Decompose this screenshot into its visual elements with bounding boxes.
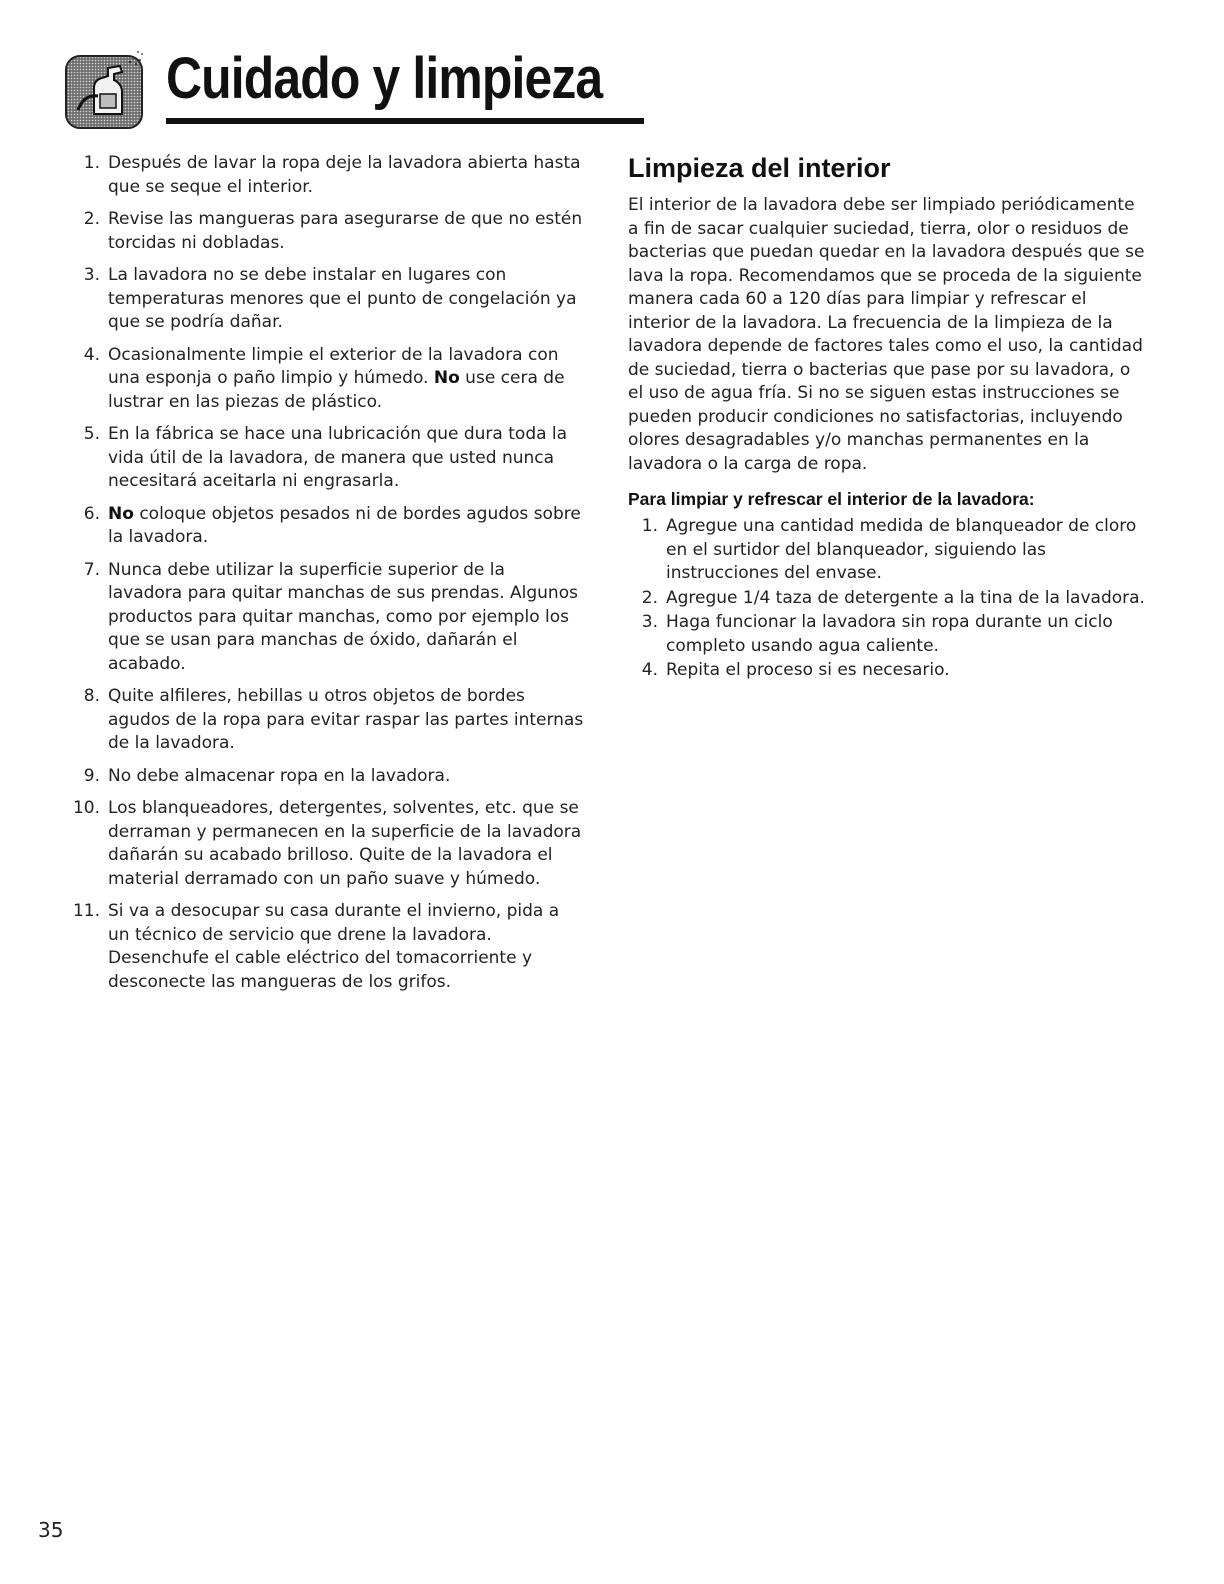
item-number: 11. — [72, 901, 100, 921]
item-number: 8. — [83, 686, 100, 706]
care-tips-column — [68, 152, 584, 1003]
item-number: 2. — [83, 209, 100, 229]
item-text: Quite alfileres, hebillas u otros objetos de bordes agudos de la ropa para evitar raspar las partes internas de la lavadora. — [108, 686, 584, 753]
item-text: coloque objetos pesados ni de bordes agudos sobre la lavadora. — [108, 503, 581, 547]
emphasis-text: No — [433, 368, 460, 388]
item-number: 4. — [83, 344, 100, 365]
list-item — [68, 344, 584, 415]
item-text: Ocasionalmente limpie el exterior de la lavadora con una esponja o paño limpio y húmedo. — [108, 344, 559, 388]
page-title: Cuidado y limpieza — [166, 46, 603, 111]
step-text: Agregue 1/4 taza de detergente a la tina de la lavadora. — [666, 587, 1145, 608]
intro-paragraph: El interior de la lavadora debe ser limpiado periódicamente a fin de sacar cualquier suciedad, tierra, olor o residuos de bacterias que puedan quedar en la lavadora después que se lava la ropa. Recomendamos que se proceda de la siguiente manera cada 60 a 120 días para limpiar y refrescar el interior de la lavadora. La frecuencia de la limpieza de la lavadora depende de factores tales como el uso, la cantidad de suciedad, tierra o bacterias que pase por su lavadora, o el uso de agua fría. Si no se siguen estas instrucciones se pueden producir condiciones no satisfactorias, incluyendo olores desagradables y/o manchas permanentes en la lavadora o la carga de ropa. — [628, 195, 1145, 474]
list-item — [68, 503, 584, 550]
list-item — [68, 559, 584, 677]
item-number: 1. — [83, 153, 100, 173]
cleaning-steps-list — [628, 515, 1148, 683]
item-number: 9. — [83, 765, 100, 786]
step-text: Repita el proceso si es necesario. — [666, 660, 950, 680]
list-item — [68, 685, 584, 756]
care-tips-list — [68, 152, 584, 994]
list-item — [68, 765, 584, 789]
item-text: La lavadora no se debe instalar en lugares con temperaturas menores que el punto de congelación ya que se podría dañar. — [108, 265, 577, 332]
procedure-subheading: Para limpiar y refrescar el interior de la lavadora: — [628, 489, 1035, 509]
item-number: 3. — [83, 265, 100, 285]
item-number: 5. — [83, 424, 100, 444]
item-text: use cera de lustrar en las piezas de plástico. — [108, 368, 565, 412]
page-number: 35 — [38, 1518, 64, 1542]
step-item — [628, 587, 1148, 611]
step-number: 3. — [641, 612, 658, 632]
item-text: En la fábrica se hace una lubricación que dura toda la vida útil de la lavadora, de manera que usted nunca necesitará aceitarla ni engrasarla. — [108, 424, 568, 491]
list-item — [68, 152, 584, 199]
interior-cleaning-column — [628, 152, 1148, 684]
list-item — [68, 900, 584, 994]
title-underline — [166, 118, 644, 124]
item-text: Los blanqueadores, detergentes, solventes, etc. que se derraman y permanecen en la superficie de la lavadora dañarán su acabado brilloso. Quite de la lavadora el material derramado con un paño suave y húmedo. — [108, 798, 582, 889]
step-item — [628, 515, 1148, 586]
item-text: No debe almacenar ropa en la lavadora. — [108, 765, 451, 786]
section-title: Limpieza del interior — [628, 153, 891, 183]
step-text: Haga funcionar la lavadora sin ropa durante un ciclo completo usando agua caliente. — [666, 612, 1113, 656]
item-number: 10. — [72, 798, 100, 818]
step-number: 4. — [641, 660, 658, 680]
item-text: Después de lavar la ropa deje la lavadora abierta hasta que se seque el interior. — [108, 153, 581, 197]
page-header — [64, 40, 603, 130]
list-item — [68, 797, 584, 891]
step-number: 2. — [641, 587, 658, 608]
item-text: Si va a desocupar su casa durante el invierno, pida a un técnico de servicio que drene la lavadora. Desenchufe el cable eléctrico del tomacorriente y desconecte las mangueras de los grifos. — [108, 901, 560, 992]
item-text: Nunca debe utilizar la superficie superior de la lavadora para quitar manchas de sus prendas. Algunos productos para quitar manchas, como por ejemplo los que se usan para manchas de óxido, dañarán el acabado. — [108, 559, 578, 674]
item-text: Revise las mangueras para asegurarse de que no estén torcidas ni dobladas. — [108, 209, 583, 253]
list-item — [68, 423, 584, 494]
spray-bottle-icon — [64, 50, 148, 130]
step-number: 1. — [641, 516, 658, 536]
step-item — [628, 611, 1148, 658]
item-number: 6. — [83, 503, 100, 524]
list-item — [68, 208, 584, 255]
step-text: Agregue una cantidad medida de blanqueador de cloro en el surtidor del blanqueador, siguiendo las instrucciones del envase. — [666, 516, 1137, 583]
step-item — [628, 659, 1148, 683]
list-item — [68, 264, 584, 335]
item-number: 7. — [83, 559, 100, 580]
emphasis-text: No — [108, 503, 134, 524]
